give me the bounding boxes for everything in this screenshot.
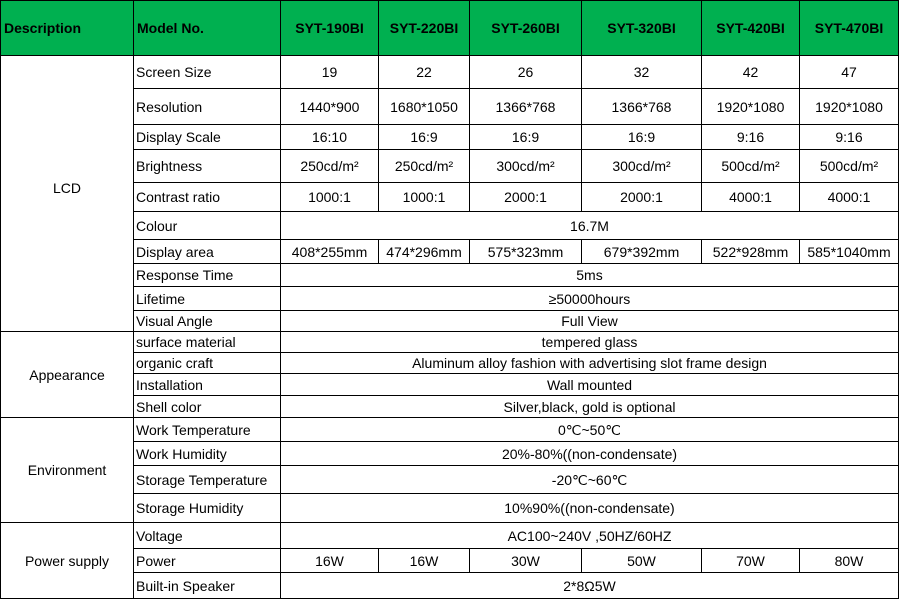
table-row [1, 374, 899, 396]
table-row [1, 466, 899, 494]
value-cell: 16:9 [379, 125, 470, 150]
group-lcd: LCD [1, 56, 134, 332]
table-row [1, 523, 899, 549]
value-cell: 70W [702, 549, 800, 573]
table-row [1, 396, 899, 418]
value-cell: Wall mounted [281, 374, 899, 396]
value-cell: 32 [582, 56, 702, 89]
value-cell: 19 [281, 56, 379, 89]
param-label: Work Humidity [134, 442, 281, 466]
value-cell: AC100~240V ,50HZ/60HZ [281, 523, 899, 549]
param-label: Built-in Speaker [134, 573, 281, 599]
table-row [1, 418, 899, 442]
model-header: SYT-320BI [582, 1, 702, 56]
value-cell: 585*1040mm [800, 240, 899, 264]
value-cell: 50W [582, 549, 702, 573]
param-label: Shell color [134, 396, 281, 418]
value-cell: 2000:1 [582, 183, 702, 212]
value-cell: 10%90%((non-condensate) [281, 494, 899, 523]
param-label: Display area [134, 240, 281, 264]
value-cell: tempered glass [281, 332, 899, 353]
table-row [1, 353, 899, 374]
value-cell: 679*392mm [582, 240, 702, 264]
value-cell: 408*255mm [281, 240, 379, 264]
value-cell: 1000:1 [281, 183, 379, 212]
param-label: Storage Temperature [134, 466, 281, 494]
param-label: Resolution [134, 89, 281, 125]
value-cell: 1000:1 [379, 183, 470, 212]
param-label: Contrast ratio [134, 183, 281, 212]
value-cell: 474*296mm [379, 240, 470, 264]
table-row [1, 264, 899, 287]
value-cell: 16W [379, 549, 470, 573]
table-row [1, 287, 899, 311]
value-cell: -20℃~60℃ [281, 466, 899, 494]
param-label: Visual Angle [134, 311, 281, 332]
param-label: Brightness [134, 150, 281, 183]
value-cell: 16:9 [582, 125, 702, 150]
value-cell: 16:10 [281, 125, 379, 150]
table-row [1, 125, 899, 150]
value-cell: 5ms [281, 264, 899, 287]
model-header: SYT-220BI [379, 1, 470, 56]
value-cell: Silver,black, gold is optional [281, 396, 899, 418]
value-cell: 2*8Ω5W [281, 573, 899, 599]
value-cell: Full View [281, 311, 899, 332]
value-cell: 22 [379, 56, 470, 89]
value-cell: 522*928mm [702, 240, 800, 264]
value-cell: 0℃~50℃ [281, 418, 899, 442]
param-label: Colour [134, 212, 281, 240]
value-cell: 1920*1080 [702, 89, 800, 125]
value-cell: 26 [470, 56, 582, 89]
table-row [1, 442, 899, 466]
value-cell: 300cd/m² [470, 150, 582, 183]
model-header: SYT-260BI [470, 1, 582, 56]
value-cell: 500cd/m² [800, 150, 899, 183]
param-label: Screen Size [134, 56, 281, 89]
param-label: Installation [134, 374, 281, 396]
description-header: Description [1, 1, 134, 56]
value-cell: 16.7M [281, 212, 899, 240]
value-cell: 250cd/m² [379, 150, 470, 183]
param-label: Display Scale [134, 125, 281, 150]
value-cell: 80W [800, 549, 899, 573]
model-no-header: Model No. [134, 1, 281, 56]
value-cell: 500cd/m² [702, 150, 800, 183]
table-row [1, 311, 899, 332]
param-label: surface material [134, 332, 281, 353]
param-label: Voltage [134, 523, 281, 549]
value-cell: 4000:1 [800, 183, 899, 212]
model-header: SYT-470BI [800, 1, 899, 56]
value-cell: 42 [702, 56, 800, 89]
group-environment: Environment [1, 418, 134, 523]
value-cell: 575*323mm [470, 240, 582, 264]
value-cell: 9:16 [702, 125, 800, 150]
value-cell: 1440*900 [281, 89, 379, 125]
value-cell: 9:16 [800, 125, 899, 150]
value-cell: 2000:1 [470, 183, 582, 212]
param-label: Storage Humidity [134, 494, 281, 523]
table-row [1, 332, 899, 353]
value-cell: 250cd/m² [281, 150, 379, 183]
value-cell: 47 [800, 56, 899, 89]
table-row [1, 183, 899, 212]
value-cell: 16W [281, 549, 379, 573]
value-cell: 1366*768 [470, 89, 582, 125]
param-label: organic craft [134, 353, 281, 374]
value-cell: 20%-80%((non-condensate) [281, 442, 899, 466]
value-cell: 1366*768 [582, 89, 702, 125]
table-row [1, 549, 899, 573]
table-row [1, 240, 899, 264]
model-header: SYT-420BI [702, 1, 800, 56]
header-row [1, 1, 899, 56]
param-label: Response Time [134, 264, 281, 287]
table-row [1, 573, 899, 599]
value-cell: 30W [470, 549, 582, 573]
value-cell: 4000:1 [702, 183, 800, 212]
value-cell: 1920*1080 [800, 89, 899, 125]
table-row [1, 89, 899, 125]
group-appearance: Appearance [1, 332, 134, 418]
table-row [1, 212, 899, 240]
group-power-supply: Power supply [1, 523, 134, 599]
value-cell: ≥50000hours [281, 287, 899, 311]
param-label: Power [134, 549, 281, 573]
table-row [1, 150, 899, 183]
param-label: Lifetime [134, 287, 281, 311]
value-cell: 16:9 [470, 125, 582, 150]
value-cell: Aluminum alloy fashion with advertising slot frame design [281, 353, 899, 374]
value-cell: 1680*1050 [379, 89, 470, 125]
value-cell: 300cd/m² [582, 150, 702, 183]
table-row [1, 56, 899, 89]
param-label: Work Temperature [134, 418, 281, 442]
table-row [1, 494, 899, 523]
model-header: SYT-190BI [281, 1, 379, 56]
